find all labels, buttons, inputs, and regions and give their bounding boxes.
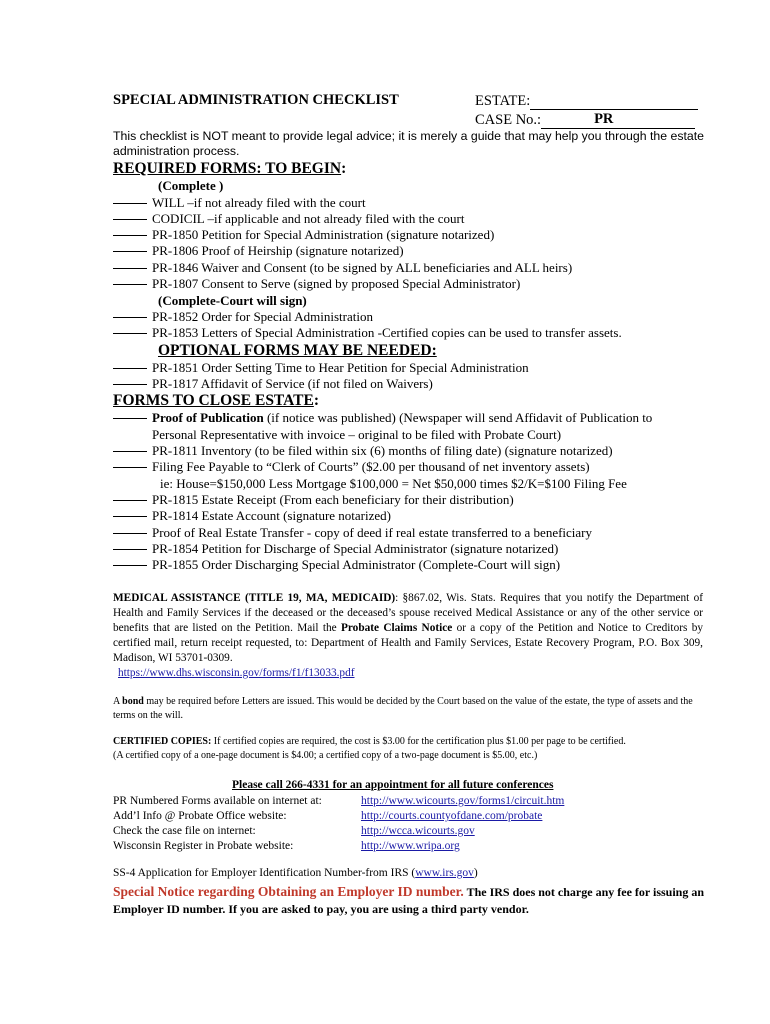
checklist-item (113, 557, 560, 573)
checklist-item (113, 260, 572, 276)
medical-link[interactable]: https://www.dhs.wisconsin.gov/forms/f1/f13033.pdf (118, 667, 355, 679)
contact-row (113, 840, 460, 852)
check-blank[interactable] (113, 515, 147, 517)
contact-link[interactable]: http://www.wicourts.gov/forms1/circuit.htm (361, 795, 565, 807)
close-heading-colon: : (313, 392, 320, 409)
case-label: CASE No.: (475, 112, 542, 128)
estate-field[interactable] (530, 95, 698, 110)
case-header (475, 92, 698, 129)
medical-text-1: : §867.02, Wis. Stats. Requires that you notify the Department of Health and Family Services if the deceased or the deceased’s spouse received Medical Assistance or any of the other service or benefits that are listed on the Petition. Mail the (113, 592, 703, 634)
item-text: PR-1807 Consent to Serve (signed by proposed Special Administrator) (152, 276, 521, 291)
appointment-callout: Please call 266-4331 for an appointment for all future conferences (232, 779, 554, 791)
required-heading (113, 160, 346, 178)
estate-label: ESTATE: (475, 93, 531, 109)
certified-text-2: (A certified copy of a one-page document is $4.00; a certified copy of a two-page document is $5.00, etc.) (113, 750, 538, 761)
close-heading-text: FORMS TO CLOSE ESTATE (113, 392, 314, 409)
checklist-item (113, 525, 592, 541)
item-text: CODICIL –if applicable and not already filed with the court (152, 211, 465, 226)
contact-label: Check the case file on internet: (113, 825, 256, 837)
checklist-item (113, 541, 558, 557)
item-text: PR-1853 Letters of Special Administration -Certified copies can be used to transfer assets. (152, 325, 622, 340)
medical-assistance-paragraph (113, 591, 703, 666)
check-blank[interactable] (113, 417, 147, 419)
irs-line (113, 867, 478, 879)
check-blank[interactable] (113, 499, 147, 501)
item-text: (if notice was published) (Newspaper will send Affidavit of Publication to (263, 410, 653, 425)
irs-notice-heading: Special Notice regarding Obtaining an Employer ID number. (113, 884, 464, 899)
item-continuation: Personal Representative with invoice – original to be filed with Probate Court) (152, 427, 562, 442)
bond-bold: bond (122, 696, 144, 707)
required-subheading-court: (Complete-Court will sign) (158, 293, 307, 308)
required-subheading-complete: (Complete ) (158, 178, 224, 193)
check-blank[interactable] (113, 202, 147, 204)
item-text: PR-1855 Order Discharging Special Administrator (Complete-Court will sign) (152, 557, 561, 572)
check-blank[interactable] (113, 367, 147, 369)
irs-link[interactable]: www.irs.gov (415, 867, 474, 879)
irs-notice (113, 883, 713, 918)
contact-label: Add’l Info @ Probate Office website: (113, 810, 287, 822)
contact-link[interactable]: http://wcca.wicourts.gov (361, 825, 475, 837)
required-heading-colon: : (341, 160, 347, 177)
bond-paragraph (113, 695, 713, 723)
check-blank[interactable] (113, 450, 147, 452)
medical-heading: MEDICAL ASSISTANCE (TITLE 19, MA, MEDICAID) (113, 592, 396, 604)
check-blank[interactable] (113, 564, 147, 566)
certified-heading: CERTIFIED COPIES: (113, 736, 212, 747)
check-blank[interactable] (113, 267, 147, 269)
item-text: PR-1852 Order for Special Administration (152, 309, 373, 324)
check-blank[interactable] (113, 283, 147, 285)
checklist-item (113, 309, 373, 325)
medical-text-2: or a copy of the Petition and Notice to Creditors by certified mail, return receipt requested, to: Department of Health and Family Services, Estate Recovery Program, P.O. Box 309, Madison, WI 53701-0309. (113, 622, 703, 664)
irs-pre: SS-4 Application for Employer Identification Number-from IRS ( (113, 867, 416, 879)
checklist-item (113, 325, 622, 341)
checklist-item (113, 376, 433, 392)
contact-link[interactable]: http://courts.countyofdane.com/probate (361, 810, 543, 822)
check-blank[interactable] (113, 466, 147, 468)
contact-row (113, 825, 475, 837)
optional-heading: OPTIONAL FORMS MAY BE NEEDED: (158, 342, 437, 359)
checklist-item (113, 227, 494, 243)
checklist-item (113, 410, 652, 426)
checklist-item (113, 195, 366, 211)
item-text: Proof of Real Estate Transfer - copy of deed if real estate transferred to a beneficiary (152, 525, 593, 540)
fee-example: ie: House=$150,000 Less Mortgage $100,000 = Net $50,000 times $2/K=$100 Filing Fee (160, 476, 627, 491)
item-text: WILL –if not already filed with the court (152, 195, 366, 210)
required-heading-text: REQUIRED FORMS: TO BEGIN (113, 160, 342, 177)
check-blank[interactable] (113, 250, 147, 252)
checklist-item (113, 459, 590, 475)
item-text: PR-1854 Petition for Discharge of Special Administrator (signature notarized) (152, 541, 559, 556)
check-blank[interactable] (113, 316, 147, 318)
check-blank[interactable] (113, 218, 147, 220)
item-text: PR-1817 Affidavit of Service (if not filed on Waivers) (152, 376, 433, 391)
checklist-item (113, 492, 514, 508)
contact-label: Wisconsin Register in Probate website: (113, 840, 294, 852)
check-blank[interactable] (113, 383, 147, 385)
item-text: Filing Fee Payable to “Clerk of Courts” ($2.00 per thousand of net inventory assets) (152, 459, 590, 474)
medical-claims-notice: Probate Claims Notice (340, 622, 453, 634)
certified-text: If certified copies are required, the cost is $3.00 for the certification plus $1.00 per page to be certified. (211, 736, 626, 747)
contact-row (113, 795, 564, 807)
case-row (475, 110, 698, 129)
bond-text: may be required before Letters are issued. This would be decided by the Court based on the value of the estate, the type of assets and the terms on the will. (113, 696, 693, 721)
checklist-item (113, 276, 520, 292)
check-blank[interactable] (113, 532, 147, 534)
checklist-item (113, 360, 529, 376)
case-field-prefix[interactable] (541, 114, 581, 129)
checklist-item (113, 211, 465, 227)
item-text: PR-1850 Petition for Special Administration (signature notarized) (152, 227, 495, 242)
item-text: PR-1814 Estate Account (signature notarized) (152, 508, 391, 523)
certified-copies-paragraph (113, 735, 713, 763)
checklist-item (113, 443, 613, 459)
check-blank[interactable] (113, 332, 147, 334)
item-text: PR-1851 Order Setting Time to Hear Petition for Special Administration (152, 360, 529, 375)
item-text: PR-1811 Inventory (to be filed within six (6) months of filing date) (signature notarized) (152, 443, 613, 458)
estate-row (475, 92, 698, 110)
item-text: PR-1806 Proof of Heirship (signature notarized) (152, 243, 404, 258)
item-text-bold: Proof of Publication (152, 410, 264, 425)
checklist-item (113, 243, 404, 259)
disclaimer: This checklist is NOT meant to provide legal advice; it is merely a guide that may help you through the estate administration process. (113, 129, 705, 158)
bond-pre: A (113, 696, 123, 707)
item-text: PR-1846 Waiver and Consent (to be signed by ALL beneficiaries and ALL heirs) (152, 260, 573, 275)
medical-link-row (118, 666, 708, 681)
irs-post: ) (473, 867, 478, 879)
contact-row (113, 810, 542, 822)
close-heading (113, 392, 319, 410)
contact-label: PR Numbered Forms available on internet at: (113, 795, 322, 807)
checklist-item (113, 508, 391, 524)
contact-link[interactable]: http://www.wripa.org (361, 840, 460, 852)
check-blank[interactable] (113, 548, 147, 550)
irs-notice-text: The IRS does not charge any fee for issuing an Employer ID number. If you are asked to pay, you are using a third party vendor. (113, 885, 705, 916)
page-title: SPECIAL ADMINISTRATION CHECKLIST (113, 92, 399, 108)
item-text: PR-1815 Estate Receipt (From each beneficiary for their distribution) (152, 492, 514, 507)
case-value: PR (581, 110, 695, 129)
check-blank[interactable] (113, 234, 147, 236)
